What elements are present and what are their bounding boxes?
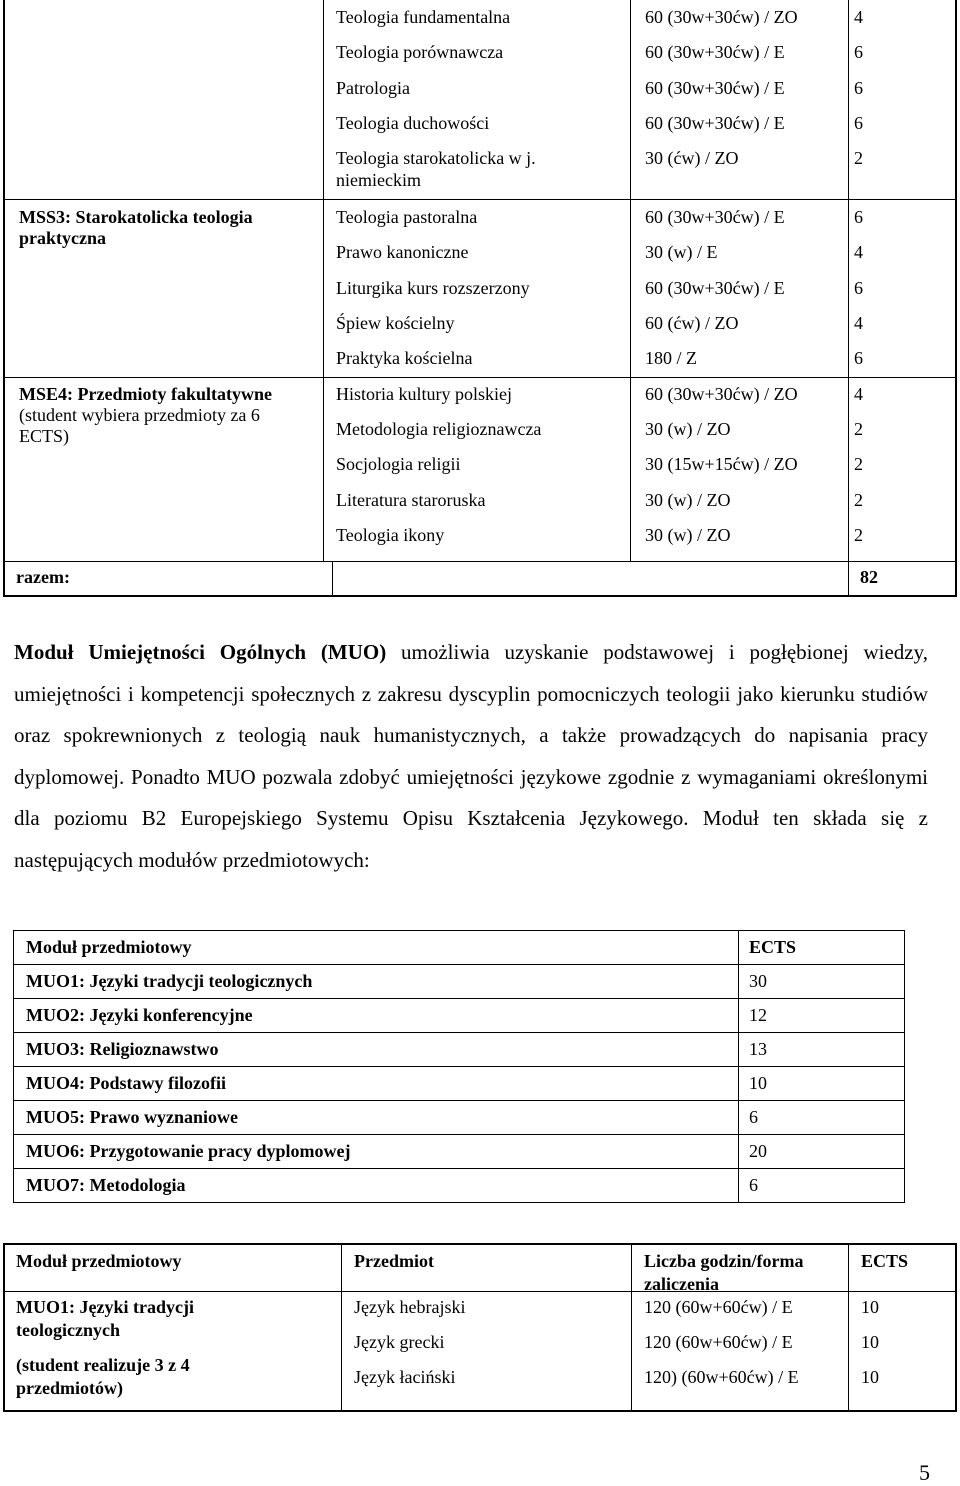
- subject-hours: 60 (30w+30ćw) / E: [645, 278, 785, 298]
- column-divider: [332, 561, 333, 595]
- module-ects: 10: [739, 1067, 905, 1101]
- muo-heading: Moduł Umiejętności Ogólnych (MUO): [14, 640, 387, 664]
- subject-hours: 30 (ćw) / ZO: [645, 148, 739, 168]
- subject-ects: 2: [854, 525, 863, 545]
- subject-ects: 10: [861, 1367, 879, 1387]
- table-header-row: [14, 931, 905, 965]
- subject-hours: 180 / Z: [645, 348, 697, 368]
- module-ects: 20: [739, 1135, 905, 1169]
- subject-ects: 6: [854, 348, 863, 368]
- subject-name: Prawo kanoniczne: [336, 242, 469, 262]
- subject-name-continued: niemieckim: [336, 170, 421, 190]
- subject-name: Teologia fundamentalna: [336, 7, 511, 27]
- subject-hours: 120 (60w+60ćw) / E: [644, 1297, 793, 1317]
- subject-hours: 60 (30w+30ćw) / E: [645, 113, 785, 133]
- module-ects: 13: [739, 1033, 905, 1067]
- table-row: [14, 1135, 905, 1169]
- subject-name: Język grecki: [354, 1332, 445, 1352]
- subject-ects: 2: [854, 454, 863, 474]
- courses-table: [3, 0, 957, 597]
- subject-ects: 6: [854, 207, 863, 227]
- module-name: MUO5: Prawo wyznaniowe: [14, 1101, 739, 1135]
- subject-name: Teologia ikony: [336, 525, 445, 545]
- subject-hours: 30 (w) / E: [645, 242, 718, 262]
- table-row: [14, 1101, 905, 1135]
- module-name: MUO7: Metodologia: [14, 1169, 739, 1203]
- column-divider: [848, 1245, 849, 1410]
- subject-ects: 10: [861, 1297, 879, 1317]
- row-divider: [5, 199, 955, 200]
- row-divider: [5, 561, 955, 562]
- subject-name: Język łaciński: [354, 1367, 456, 1387]
- subject-hours: 120) (60w+60ćw) / E: [644, 1367, 799, 1387]
- subject-hours: 30 (w) / ZO: [645, 490, 731, 510]
- subject-name: Teologia starokatolicka w j.: [336, 148, 536, 168]
- subject-name: Teologia duchowości: [336, 113, 490, 133]
- module-name: MUO4: Podstawy filozofii: [14, 1067, 739, 1101]
- subject-name: Historia kultury polskiej: [336, 384, 512, 404]
- module-ects: 30: [739, 965, 905, 999]
- subject-ects: 4: [854, 384, 863, 404]
- table-row: [14, 1033, 905, 1067]
- subject-name: Metodologia religioznawcza: [336, 419, 542, 439]
- column-divider: [323, 0, 324, 561]
- module-mss3: MSS3: Starokatolicka teologia praktyczna: [19, 207, 253, 248]
- module-name: MUO3: Religioznawstwo: [14, 1033, 739, 1067]
- subject-hours: 120 (60w+60ćw) / E: [644, 1332, 793, 1352]
- subject-name: Śpiew kościelny: [336, 313, 455, 333]
- muo-modules-table: [13, 930, 905, 1203]
- subject-hours: 60 (30w+30ćw) / E: [645, 78, 785, 98]
- module-description: [14, 632, 928, 881]
- subject-hours: 30 (w) / ZO: [645, 525, 731, 545]
- header-module: Moduł przedmiotowy: [16, 1251, 182, 1271]
- table-row: [14, 1067, 905, 1101]
- table-row: [14, 965, 905, 999]
- subject-hours: 60 (30w+30ćw) / ZO: [645, 384, 798, 404]
- description-text: umożliwia uzyskanie podstawowej i pogłębionej wiedzy, umiejętności i kompetencji społecznych z zakresu dyscyplin pomocniczych teologii jako kierunku studiów oraz spokrewnionych z teologią nauk humanistycznych, a także prowadzących do napisania pracy dyplomowej. Ponadto MUO pozwala zdobyć umiejętności językowe zgodnie z wymaganiami określonymi dla poziomu B2 Europejskiego Systemu Opisu Kształcenia Językowego. Moduł ten składa się z następujących modułów przedmiotowych:: [14, 640, 928, 872]
- subject-ects: 4: [854, 7, 863, 27]
- subject-hours: 30 (15w+15ćw) / ZO: [645, 454, 798, 474]
- page-number: 5: [919, 1460, 930, 1485]
- subject-name: Liturgika kurs rozszerzony: [336, 278, 530, 298]
- subject-ects: 6: [854, 113, 863, 133]
- subject-hours: 60 (ćw) / ZO: [645, 313, 739, 333]
- module-mse4: MSE4: Przedmioty fakultatywne (student wybiera przedmioty za 6 ECTS): [19, 384, 272, 446]
- module-name: MUO2: Języki konferencyjne: [14, 999, 739, 1033]
- header-module: Moduł przedmiotowy: [14, 931, 739, 965]
- subject-ects: 2: [854, 419, 863, 439]
- subject-name: Socjologia religii: [336, 454, 461, 474]
- column-divider: [341, 1245, 342, 1410]
- subject-hours: 60 (30w+30ćw) / ZO: [645, 7, 798, 27]
- module-name: MUO1: Języki tradycji teologicznych: [14, 965, 739, 999]
- subject-hours: 60 (30w+30ćw) / E: [645, 207, 785, 227]
- header-ects: ECTS: [739, 931, 905, 965]
- module-ects: 12: [739, 999, 905, 1033]
- module-name: MUO1: Języki tradycji teologicznych: [16, 1297, 194, 1340]
- muo1-subjects-table: [3, 1243, 957, 1412]
- subject-ects: 2: [854, 490, 863, 510]
- subject-ects: 6: [854, 278, 863, 298]
- module-note: (student realizuje 3 z 4 przedmiotów): [16, 1355, 190, 1398]
- subject-name: Teologia porównawcza: [336, 42, 504, 62]
- subject-hours: 60 (30w+30ćw) / E: [645, 42, 785, 62]
- subject-name: Praktyka kościelna: [336, 348, 473, 368]
- subject-ects: 4: [854, 313, 863, 333]
- header-ects: ECTS: [861, 1251, 909, 1271]
- header-subject: Przedmiot: [354, 1251, 434, 1271]
- row-divider: [5, 1291, 955, 1292]
- module-name: MUO6: Przygotowanie pracy dyplomowej: [14, 1135, 739, 1169]
- subject-name: Język hebrajski: [354, 1297, 466, 1317]
- table-row: [14, 999, 905, 1033]
- column-divider: [630, 0, 631, 561]
- subject-ects: 6: [854, 42, 863, 62]
- module-ects: 6: [739, 1169, 905, 1203]
- subject-ects: 4: [854, 242, 863, 262]
- header-hours: Liczba godzin/forma zaliczenia: [644, 1251, 804, 1294]
- subject-hours: 30 (w) / ZO: [645, 419, 731, 439]
- total-label: razem:: [16, 567, 70, 587]
- column-divider: [848, 0, 849, 595]
- module-ects: 6: [739, 1101, 905, 1135]
- subject-ects: 10: [861, 1332, 879, 1352]
- column-divider: [631, 1245, 632, 1410]
- subject-name: Literatura staroruska: [336, 490, 486, 510]
- subject-ects: 6: [854, 78, 863, 98]
- total-value: 82: [860, 567, 878, 587]
- subject-name: Patrologia: [336, 78, 410, 98]
- subject-name: Teologia pastoralna: [336, 207, 478, 227]
- subject-ects: 2: [854, 148, 863, 168]
- row-divider: [5, 377, 955, 378]
- table-row: [14, 1169, 905, 1203]
